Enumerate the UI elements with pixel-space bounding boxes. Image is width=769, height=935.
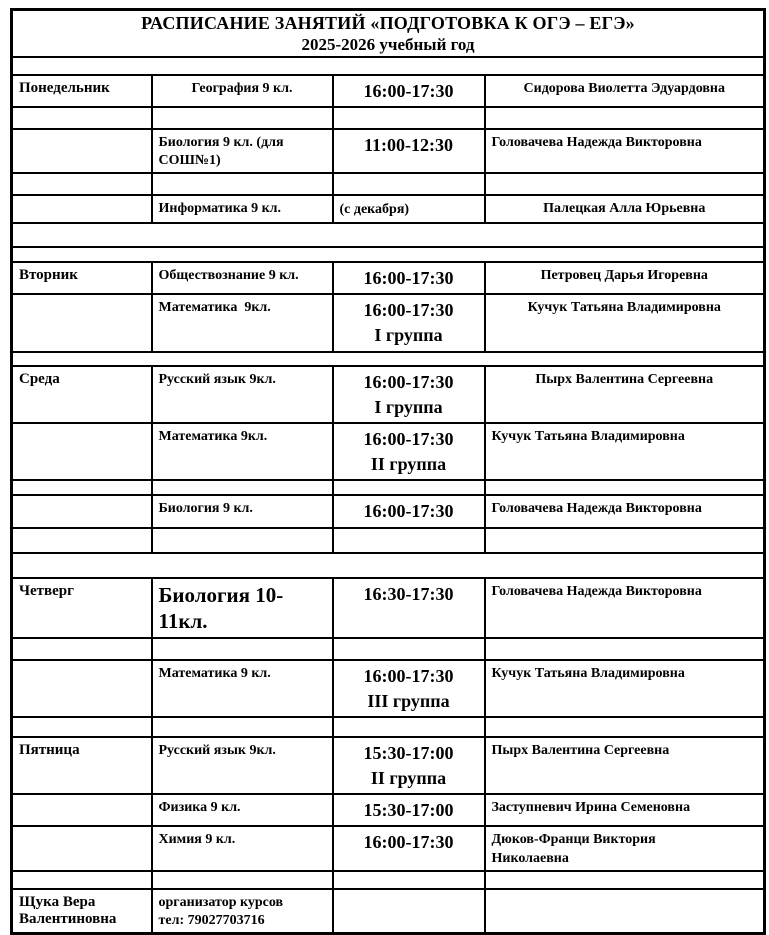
table-row — [12, 826, 765, 870]
separator-row — [12, 247, 765, 262]
separator-cell — [12, 352, 765, 366]
teacher-cell: Сидорова Виолетта Эдуардовна — [485, 75, 765, 107]
table-row — [12, 294, 765, 351]
day-cell — [12, 195, 152, 223]
cell-line: 16:00-17:30 — [363, 300, 454, 321]
teacher-cell — [485, 826, 765, 870]
teacher-cell — [485, 528, 765, 553]
teacher-cell: Петровец Дарья Игоревна — [485, 262, 765, 294]
day-cell: Четверг — [12, 578, 152, 638]
subject-cell — [152, 638, 333, 660]
subject-cell — [152, 480, 333, 495]
subject-cell: Биология 9 кл. (для СОШ№1) — [152, 129, 333, 173]
table-row — [12, 262, 765, 294]
time-cell: 16:00-17:30 — [333, 75, 485, 107]
time-cell: (с декабря) — [333, 195, 485, 223]
time-cell — [333, 871, 485, 889]
separator-row — [12, 553, 765, 578]
table-row — [12, 638, 765, 660]
day-cell — [12, 660, 152, 717]
time-cell — [333, 737, 485, 794]
teacher-cell — [485, 889, 765, 934]
subject-cell: География 9 кл. — [152, 75, 333, 107]
day-cell — [12, 826, 152, 870]
table-row — [12, 717, 765, 737]
table-row — [12, 173, 765, 195]
teacher-cell: Пырх Валентина Сергеевна — [485, 366, 765, 423]
day-cell — [12, 528, 152, 553]
day-cell — [12, 294, 152, 351]
time-cell — [333, 173, 485, 195]
day-cell: Среда — [12, 366, 152, 423]
time-cell — [333, 423, 485, 480]
cell-line: Дюков-Франци Виктория — [491, 832, 656, 848]
cell-line: II группа — [370, 768, 447, 789]
subject-cell: Обществознание 9 кл. — [152, 262, 333, 294]
day-cell: Вторник — [12, 262, 152, 294]
day-cell — [12, 107, 152, 129]
table-row — [12, 794, 765, 826]
table-row — [12, 660, 765, 717]
subject-cell: Биология 9 кл. — [152, 495, 333, 527]
table-row — [12, 871, 765, 889]
day-cell — [12, 871, 152, 889]
separator-cell — [12, 223, 765, 247]
separator-cell — [12, 247, 765, 262]
time-cell: 16:00-17:30 — [333, 826, 485, 870]
teacher-cell — [485, 871, 765, 889]
table-row — [12, 107, 765, 129]
table-row — [12, 129, 765, 173]
cell-line: I группа — [374, 325, 443, 346]
teacher-cell — [485, 717, 765, 737]
day-cell — [12, 638, 152, 660]
subject-cell — [152, 528, 333, 553]
day-cell: Щука Вера Валентиновна — [12, 889, 152, 934]
subject-cell: Математика 9кл. — [152, 423, 333, 480]
table-row — [12, 495, 765, 527]
table-row — [12, 480, 765, 495]
time-cell — [333, 717, 485, 737]
cell-line: 16:00-17:30 — [363, 665, 454, 686]
table-row — [12, 195, 765, 223]
teacher-cell: Палецкая Алла Юрьевна — [485, 195, 765, 223]
subject-cell: Биология 10-11кл. — [152, 578, 333, 638]
cell-line: Николаевна — [491, 850, 569, 866]
time-cell — [333, 107, 485, 129]
subject-cell: Математика 9 кл. — [152, 660, 333, 717]
cell-line: I группа — [374, 396, 443, 417]
day-cell: Понедельник — [12, 75, 152, 107]
time-cell: 11:00-12:30 — [333, 129, 485, 173]
schedule-title-cell — [12, 10, 765, 57]
day-cell — [12, 717, 152, 737]
subject-cell: Математика 9кл. — [152, 294, 333, 351]
teacher-cell: Головачева Надежда Викторовна — [485, 495, 765, 527]
day-cell — [12, 423, 152, 480]
cell-line: II группа — [370, 454, 447, 475]
separator-row — [12, 352, 765, 366]
separator-cell — [12, 553, 765, 578]
separator-row — [12, 223, 765, 247]
cell-line: III группа — [367, 690, 450, 711]
table-row — [12, 889, 765, 934]
teacher-cell: Кучук Татьяна Владимировна — [485, 423, 765, 480]
day-cell — [12, 173, 152, 195]
cell-line: 16:00-17:30 — [363, 371, 454, 392]
teacher-cell: Кучук Татьяна Владимировна — [485, 660, 765, 717]
table-row — [12, 528, 765, 553]
time-cell — [333, 294, 485, 351]
table-row — [12, 75, 765, 107]
cell-line: 16:00-17:30 — [363, 428, 454, 449]
time-cell: 16:30-17:30 — [333, 578, 485, 638]
subject-cell — [152, 889, 333, 934]
table-row — [12, 366, 765, 423]
subject-cell: Химия 9 кл. — [152, 826, 333, 870]
cell-line: тел: 79027703716 — [158, 913, 265, 929]
page-subtitle: 2025-2026 учебный год — [301, 34, 475, 54]
subject-cell: Русский язык 9кл. — [152, 366, 333, 423]
teacher-cell — [485, 107, 765, 129]
table-row — [12, 423, 765, 480]
schedule-table — [10, 8, 766, 935]
subject-cell: Информатика 9 кл. — [152, 195, 333, 223]
cell-line: организатор курсов — [158, 894, 284, 910]
day-cell: Пятница — [12, 737, 152, 794]
teacher-cell — [485, 480, 765, 495]
time-cell — [333, 366, 485, 423]
teacher-cell: Головачева Надежда Викторовна — [485, 129, 765, 173]
title-row — [12, 10, 765, 57]
day-cell — [12, 129, 152, 173]
page-title: РАСПИСАНИЕ ЗАНЯТИЙ «ПОДГОТОВКА К ОГЭ – ЕГЭ» — [141, 13, 635, 33]
table-row — [12, 578, 765, 638]
time-cell: 15:30-17:00 — [333, 794, 485, 826]
teacher-cell: Кучук Татьяна Владимировна — [485, 294, 765, 351]
schedule-table-body — [12, 10, 765, 934]
time-cell — [333, 638, 485, 660]
time-cell: 16:00-17:30 — [333, 495, 485, 527]
time-cell — [333, 528, 485, 553]
time-cell — [333, 660, 485, 717]
separator-cell — [12, 57, 765, 75]
subject-cell — [152, 717, 333, 737]
table-row — [12, 737, 765, 794]
subject-cell: Физика 9 кл. — [152, 794, 333, 826]
teacher-cell: Пырх Валентина Сергеевна — [485, 737, 765, 794]
subject-cell — [152, 107, 333, 129]
cell-line: 15:30-17:00 — [363, 742, 454, 763]
day-cell — [12, 495, 152, 527]
time-cell — [333, 889, 485, 934]
time-cell — [333, 480, 485, 495]
separator-row — [12, 57, 765, 75]
time-cell: 16:00-17:30 — [333, 262, 485, 294]
teacher-cell: Заступневич Ирина Семеновна — [485, 794, 765, 826]
subject-cell — [152, 173, 333, 195]
day-cell — [12, 794, 152, 826]
day-cell — [12, 480, 152, 495]
teacher-cell — [485, 638, 765, 660]
teacher-cell: Головачева Надежда Викторовна — [485, 578, 765, 638]
subject-cell — [152, 871, 333, 889]
teacher-cell — [485, 173, 765, 195]
subject-cell: Русский язык 9кл. — [152, 737, 333, 794]
